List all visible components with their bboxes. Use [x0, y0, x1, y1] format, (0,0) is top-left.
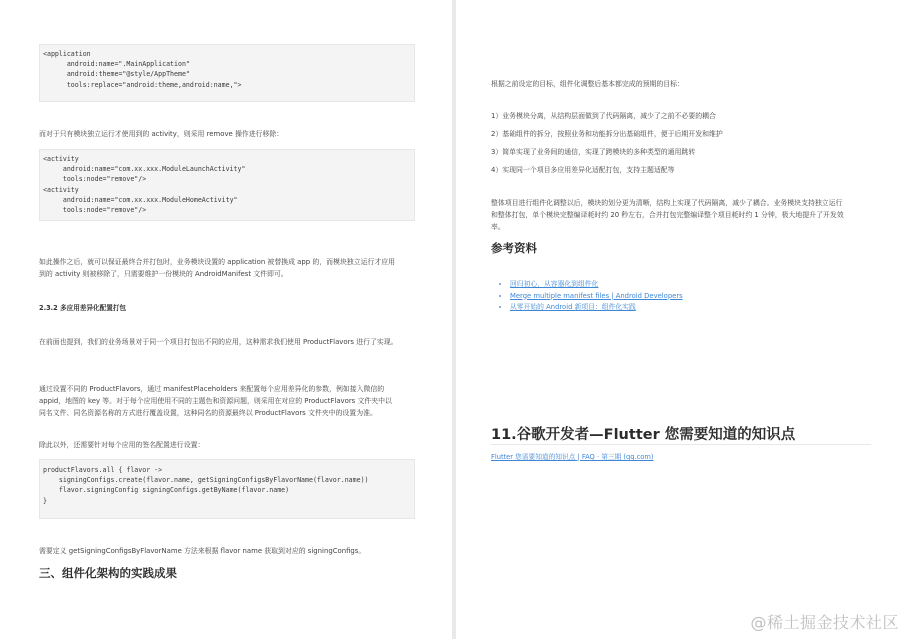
reference-item[interactable] [510, 291, 683, 303]
reference-list [498, 279, 683, 314]
reference-link[interactable]: 回归初心，从容器化到组件化 [510, 280, 599, 288]
paragraph-summary-line2: 和整体打包，单个模块完整编译耗时约 20 秒左右，合并打包完整编译整个项目耗时约 1 分钟，极大地提升了开发效 [491, 211, 844, 219]
paragraph-signing: 除此以外，还需要针对每个应用的签名配置进行设置： [39, 441, 205, 449]
paragraph-placeholders-line2: appid，地图的 key 等。对于每个应用使用不同的主题色和资源问题，则采用在对应的 ProductFlavors 文件夹中以 [39, 397, 392, 405]
paragraph-summary-line1: 整体项目进行组件化调整以后，模块的划分更为清晰，结构上实现了代码隔离，减少了耦合。业务模块支持独立运行 [491, 199, 843, 207]
code-block-activity-remove: <activity android:name="com.xx.xxx.ModuleLaunchActivity" tools:node="remove"/> <activity android:name="com.xx.xxx.ModuleHomeActivity" tools:node="remove"/> [39, 149, 415, 221]
section-11-link[interactable]: Flutter 您需要知道的知识点 | FAQ · 第三期 (qq.com) [491, 453, 654, 461]
paragraph-signing-method: 需要定义 getSigningConfigsByFlavorName 方法来根据 flavor name 获取到对应的 signingConfigs。 [39, 547, 366, 555]
reference-item[interactable] [510, 302, 683, 314]
paragraph-placeholders-line3: 同名文件、同名资源名称的方式进行覆盖设置，这种同名的资源最终以 ProductFlavors 文件夹中的设置为准。 [39, 409, 377, 417]
paragraph-summary-line3: 率。 [491, 223, 505, 231]
heading-underline [491, 444, 871, 445]
reference-link[interactable]: Merge multiple manifest files | Android Developers [510, 291, 683, 300]
reference-item[interactable] [510, 279, 683, 291]
heading-2-3-2: 2.3.2 多应用差异化配置打包 [39, 304, 127, 312]
heading-section-3: 三、组件化架构的实践成果 [39, 566, 177, 580]
paragraph-goals-intro: 根据之前设定的目标，组件化调整后基本都完成的预期的目标： [491, 80, 684, 88]
goal-item-4: 4）实现同一个项目多应用差异化适配打包，支持主题适配等 [491, 166, 675, 174]
heading-section-11: 11.谷歌开发者—Flutter 您需要知道的知识点 [491, 427, 796, 443]
paragraph-product-flavors: 在前面也提到，我们的业务场景对于同一个项目打包出不同的应用，这种需求我们使用 ProductFlavors 进行了实现。 [39, 338, 398, 346]
document-page-right [456, 0, 907, 639]
code-block-application: <application android:name=".MainApplication" android:theme="@style/AppTheme" tools:replace="android:theme,android:name,"> [39, 44, 415, 102]
paragraph-merge-line2: 到的 activity 则被移除了，只需要维护一份模块的 AndroidManifest 文件即可。 [39, 270, 288, 278]
watermark: @稀土掘金技术社区 [750, 613, 899, 632]
paragraph-placeholders-line1: 通过设置不同的 ProductFlavors，通过 manifestPlaceholders 来配置每个应用差异化的参数，例如接入微信的 [39, 385, 385, 393]
paragraph-remove-activity: 而对于只有模块独立运行才使用到的 activity，则采用 remove 操作进行移除： [39, 130, 284, 138]
heading-references: 参考资料 [491, 241, 537, 255]
document-page-left [0, 0, 452, 639]
code-block-product-flavors: productFlavors.all { flavor -> signingConfigs.create(flavor.name, getSigningConfigsByFlavorName(flavor.name)) flavor.signingConfig signingConfigs.getByName(flavor.name) } [39, 459, 415, 519]
reference-link[interactable]: 从零开始的 Android 新项目：组件化实践 [510, 303, 636, 311]
goal-item-2: 2）基础组件的拆分，按照业务和功能拆分出基础组件，便于后期开发和维护 [491, 130, 723, 138]
paragraph-merge-line1: 如此操作之后，就可以保证最终合并打包时，业务模块设置的 application 被替换成 app 的，而模块独立运行才应用 [39, 258, 396, 266]
goal-item-3: 3）简单实现了业务间的通信，实现了跨模块的多种类型的通用跳转 [491, 148, 696, 156]
goal-item-1: 1）业务模块分离，从结构层面做到了代码隔离，减少了之前不必要的耦合 [491, 112, 716, 120]
